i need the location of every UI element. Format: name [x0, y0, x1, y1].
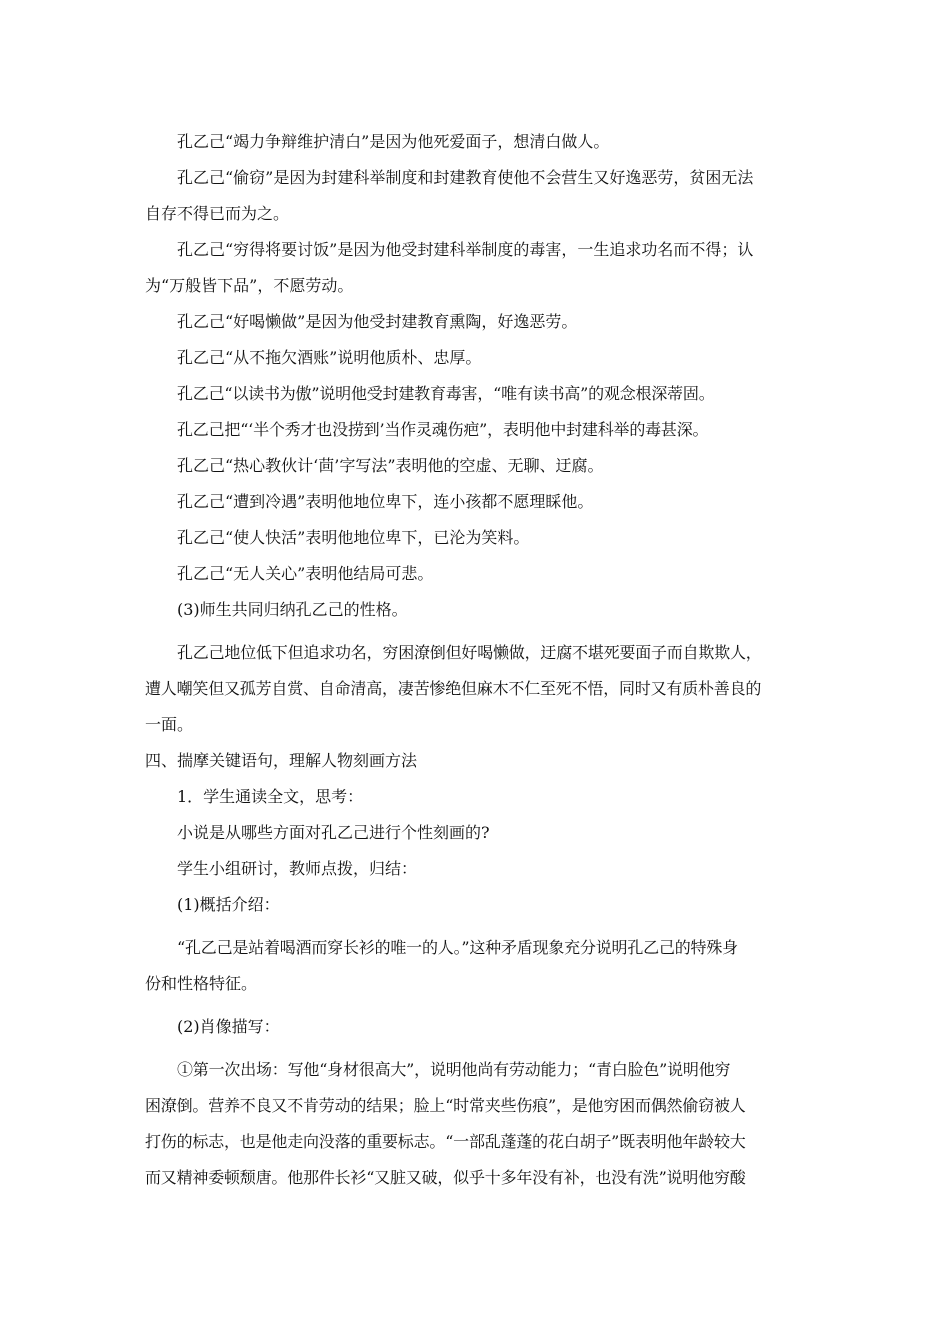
paragraph-line: 孔乙己“竭力争辩维护清白”是因为他死爱面子，想清白做人。 — [177, 132, 610, 151]
paragraph-line: 1．学生通读全文，思考： — [177, 787, 364, 806]
paragraph-line: 孔乙己“以读书为傲”说明他受封建教育毒害，“唯有读书高”的观念根深蒂固。 — [177, 384, 715, 403]
section-heading: 四、揣摩关键语句，理解人物刻画方法 — [145, 751, 418, 770]
paragraph-line: (1)概括介绍： — [177, 895, 280, 914]
paragraph-line: (3)师生共同归纳孔乙己的性格。 — [177, 600, 408, 619]
paragraph-line: 自存不得已而为之。 — [145, 204, 290, 223]
paragraph-line: 而又精神委顿颓唐。他那件长衫“又脏又破，似乎十多年没有补，也没有洗”说明他穷酸 — [145, 1168, 746, 1187]
paragraph-line: 一面。 — [145, 715, 194, 734]
paragraph-line: 孔乙己“遭到冷遇”表明他地位卑下，连小孩都不愿理睬他。 — [177, 492, 594, 511]
paragraph-line: 孔乙己“无人关心”表明他结局可悲。 — [177, 564, 434, 583]
paragraph-line: 孔乙己“使人快活”表明他地位卑下，已沦为笑料。 — [177, 528, 530, 547]
paragraph-line: 小说是从哪些方面对孔乙己进行个性刻画的? — [177, 823, 490, 842]
document-body — [145, 124, 805, 1196]
paragraph-line: “孔乙己是站着喝酒而穿长衫的唯一的人。”这种矛盾现象充分说明孔乙己的特殊身 — [177, 938, 738, 957]
paragraph-line: 孔乙己“偷窃”是因为封建科举制度和封建教育使他不会营生又好逸恶劳，贫困无法 — [177, 168, 754, 187]
paragraph-line: (2)肖像描写： — [177, 1017, 280, 1036]
paragraph-line: 为“万般皆下品”，不愿劳动。 — [145, 276, 354, 295]
paragraph-line: ①第一次出场：写他“身材很高大”，说明他尚有劳动能力；“青白脸色”说明他穷 — [177, 1060, 731, 1079]
paragraph-line: 孔乙己“从不拖欠酒账”说明他质朴、忠厚。 — [177, 348, 482, 367]
paragraph-line: 份和性格特征。 — [145, 974, 258, 993]
paragraph-line: 孔乙己“穷得将要讨饭”是因为他受封建科举制度的毒害，一生追求功名而不得；认 — [177, 240, 754, 259]
paragraph-line: 遭人嘲笑但又孤芳自赏、自命清高，凄苦惨绝但麻木不仁至死不悟，同时又有质朴善良的 — [145, 679, 762, 698]
paragraph-line: 孔乙己“好喝懒做”是因为他受封建教育熏陶，好逸恶劳。 — [177, 312, 578, 331]
paragraph-line: 孔乙己把“‘半个秀才也没捞到’当作灵魂伤疤”，表明他中封建科举的毒甚深。 — [177, 420, 709, 439]
paragraph-line: 困潦倒。营养不良又不肯劳动的结果；脸上“时常夹些伤痕”，是他穷困而偶然偷窃被人 — [145, 1096, 746, 1115]
paragraph-line: 学生小组研讨，教师点拨，归结： — [177, 859, 418, 878]
paragraph-line: 打伤的标志，也是他走向没落的重要标志。“一部乱蓬蓬的花白胡子”既表明他年龄较大 — [145, 1132, 746, 1151]
paragraph-line: 孔乙己地位低下但追求功名，穷困潦倒但好喝懒做，迂腐不堪死要面子而自欺欺人， — [177, 643, 762, 662]
paragraph-line: 孔乙己“热心教伙计‘茴’字写法”表明他的空虚、无聊、迂腐。 — [177, 456, 604, 475]
